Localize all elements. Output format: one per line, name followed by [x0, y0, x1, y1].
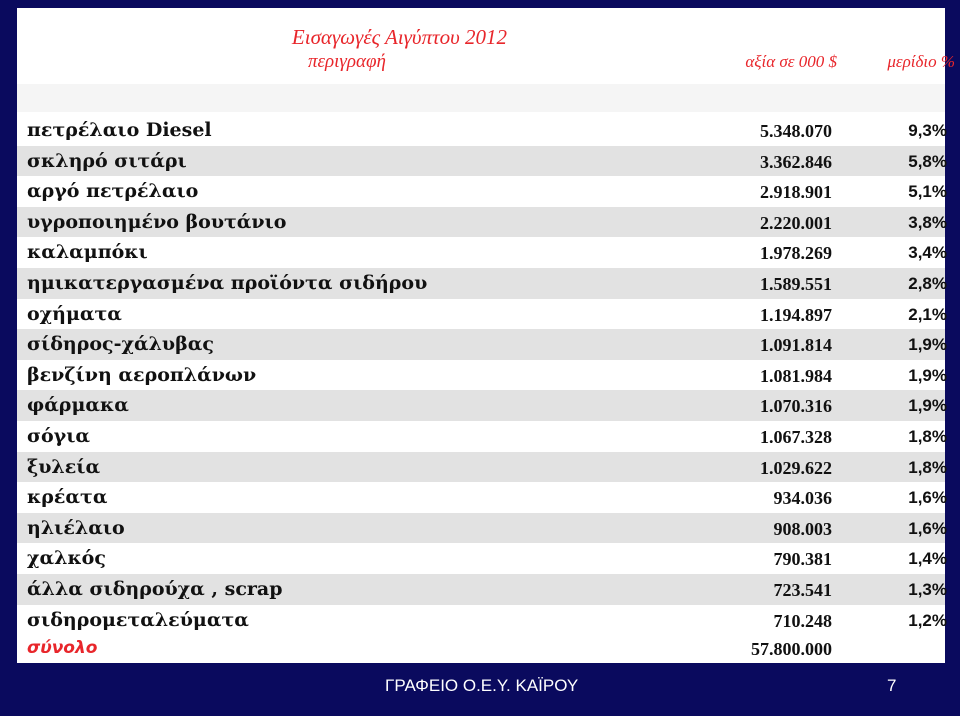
row-value: 934.036 [773, 488, 832, 509]
row-share: 2,8% [908, 273, 947, 293]
table-row [17, 329, 945, 360]
table-row [17, 605, 945, 636]
row-description: σίδηρος-χάλυβας [27, 333, 214, 356]
row-description: σκληρό σιτάρι [27, 149, 187, 172]
row-share: 1,6% [908, 518, 947, 538]
row-description: καλαμπόκι [27, 241, 148, 264]
row-value: 1.081.984 [760, 365, 832, 386]
table-row [17, 390, 945, 421]
table-row [17, 207, 945, 238]
table-row [17, 146, 945, 177]
row-description: ημικατεργασμένα προϊόντα σιδήρου [27, 271, 428, 294]
table-row [17, 574, 945, 605]
row-value: 723.541 [773, 579, 832, 600]
table-row [17, 513, 945, 544]
row-value: 1.589.551 [760, 273, 832, 294]
table-row [17, 421, 945, 452]
page-title: Εισαγωγές Αιγύπτου 2012 [291, 25, 507, 49]
table-row [17, 299, 945, 330]
row-description: σόγια [27, 424, 91, 447]
table-row [17, 176, 945, 207]
row-share: 3,4% [908, 243, 947, 263]
row-description: ξυλεία [27, 455, 101, 478]
row-description: κρέατα [27, 486, 108, 509]
row-description: άλλα σιδηρούχα , scrap [27, 577, 283, 600]
row-description: αργό πετρέλαιο [27, 180, 199, 203]
row-value: 790.381 [773, 549, 832, 570]
total-value: 57.800.000 [751, 639, 832, 659]
row-description: βενζίνη αεροπλάνων [27, 363, 257, 386]
row-share: 3,8% [908, 212, 947, 232]
table-row [17, 452, 945, 483]
imports-table [17, 115, 945, 635]
row-value: 1.067.328 [760, 426, 832, 447]
table-row [17, 115, 945, 146]
row-value: 1.091.814 [760, 335, 832, 356]
row-value: 908.003 [773, 518, 832, 539]
row-value: 710.248 [773, 610, 832, 631]
header-separator-band [17, 84, 945, 112]
row-description: φάρμακα [27, 394, 129, 417]
table-row [17, 543, 945, 574]
table-row [17, 237, 945, 268]
table-row [17, 268, 945, 299]
row-description: σιδηρομεταλεύματα [27, 608, 249, 631]
row-share: 1,9% [908, 335, 947, 355]
page-number: 7 [887, 676, 897, 695]
table-row [17, 360, 945, 391]
row-value: 1.070.316 [760, 396, 832, 417]
row-value: 5.348.070 [760, 121, 832, 141]
row-share: 1,9% [908, 365, 947, 385]
row-share: 5,8% [908, 151, 947, 171]
row-share: 1,4% [908, 549, 947, 569]
row-share: 1,3% [908, 579, 947, 599]
row-share: 5,1% [908, 182, 947, 202]
row-value: 1.978.269 [760, 243, 832, 264]
footer-office-label: ΓΡΑΦΕΙΟ Ο.Ε.Υ. ΚΑΪΡΟΥ [385, 676, 579, 695]
row-value: 2.220.001 [760, 212, 832, 233]
row-share: 9,3% [908, 121, 947, 140]
footer [0, 672, 960, 708]
row-value: 3.362.846 [760, 151, 832, 172]
row-share: 1,8% [908, 426, 947, 446]
row-description: οχήματα [27, 302, 122, 325]
row-share: 1,6% [908, 488, 947, 508]
column-header-description: περιγραφή [308, 51, 386, 72]
row-description: πετρέλαιο Diesel [27, 119, 212, 141]
row-share: 2,1% [908, 304, 947, 324]
total-label: σύνολο [27, 638, 98, 658]
table-row [17, 482, 945, 513]
slide-panel [17, 8, 955, 663]
row-value: 2.918.901 [760, 182, 832, 203]
row-share: 1,2% [908, 610, 947, 630]
row-share: 1,8% [908, 457, 947, 477]
row-description: υγροποιημένο βουτάνιο [27, 210, 287, 233]
column-header-value: αξία σε 000 $ [745, 52, 837, 71]
row-value: 1.194.897 [760, 304, 832, 325]
row-description: ηλιέλαιο [27, 516, 125, 539]
row-description: χαλκός [27, 547, 106, 570]
total-row [17, 634, 945, 662]
row-value: 1.029.622 [760, 457, 832, 478]
column-header-share: μερίδιο % [887, 52, 955, 71]
row-share: 1,9% [908, 396, 947, 416]
